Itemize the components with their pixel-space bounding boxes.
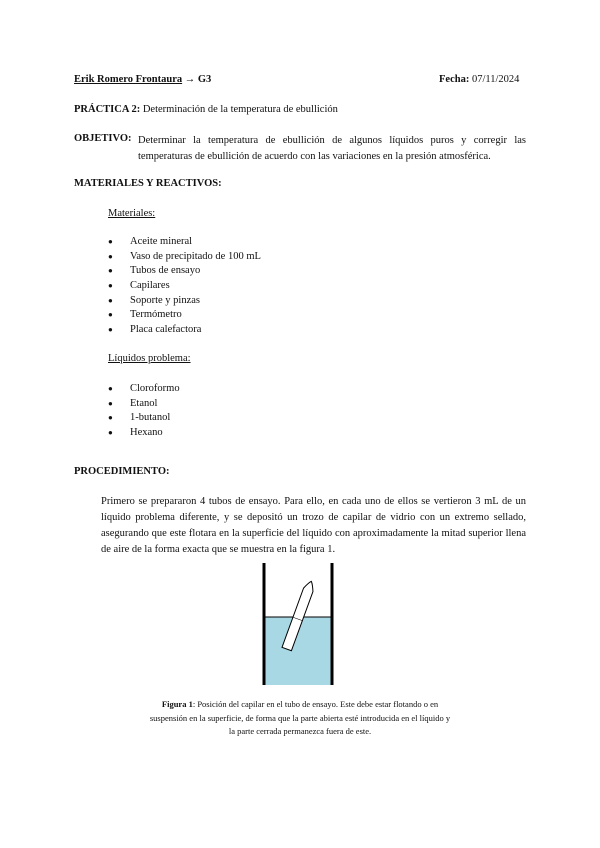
author-name: Erik Romero Frontaura <box>74 74 183 85</box>
list-item <box>108 426 180 441</box>
practice-label: PRÁCTICA 2: <box>74 104 141 115</box>
materials-subheading: Materiales: <box>108 208 156 219</box>
list-item-text: Tubos de ensayo <box>130 265 201 277</box>
list-item-text: Termómetro <box>130 309 182 321</box>
bullet-icon: ● <box>108 384 113 393</box>
objective-label: OBJETIVO: <box>74 133 132 144</box>
procedure-heading: PROCEDIMIENTO: <box>74 466 170 477</box>
bullet-icon: ● <box>108 413 113 423</box>
materials-heading: MATERIALES Y REACTIVOS: <box>74 178 222 189</box>
test-tube-figure <box>262 563 334 685</box>
list-item-text: Etanol <box>130 397 158 409</box>
bullet-icon: ● <box>108 325 113 335</box>
list-item-text: Capilares <box>130 280 170 292</box>
objective-text: Determinar la temperatura de ebullición de algunos líquidos puros y corregir las temperaturas de ebullición de acuerdo con las variaciones en la presión atmosférica. <box>138 135 526 162</box>
objective-block <box>74 133 526 165</box>
list-item-text: Hexano <box>130 427 163 439</box>
list-item-text: Placa calefactora <box>130 324 202 336</box>
liquids-list <box>108 382 180 441</box>
document-header-author <box>74 74 211 85</box>
list-item <box>108 397 180 412</box>
list-item <box>108 323 261 338</box>
figure-caption-text: : Posición del capilar en el tubo de ensayo. Este debe estar flotando o en suspensión en la superficie, de forma que la parte abierta esté introducida en el líquido y la parte cerrada permanezca fuera de este. <box>149 699 451 736</box>
list-item <box>108 264 261 279</box>
date-value: 07/11/2024 <box>471 74 520 85</box>
figure-caption-label: Figura 1 <box>161 699 193 709</box>
list-item-text: Soporte y pinzas <box>130 294 200 306</box>
list-item <box>108 279 261 294</box>
group-label: → G3 <box>184 74 212 85</box>
list-item-text: Aceite mineral <box>130 236 193 247</box>
list-item-text: 1-butanol <box>130 412 171 424</box>
list-item <box>108 411 180 426</box>
list-item-text: Vaso de precipitado de 100 mL <box>130 250 261 262</box>
bullet-icon: ● <box>108 428 113 438</box>
bullet-icon: ● <box>108 310 113 320</box>
procedure-text: Primero se prepararon 4 tubos de ensayo. Para ello, en cada uno de ellos se vertieron 3 mL de un líquido problema diferente, y se depositó un trozo de capilar de vidrio con un extremo sellado, asegurando que este flotara en la superficie del líquido con aproximadamente la mitad superior llena de aire de la forma exacta que se muestra en la figura 1. <box>101 496 526 555</box>
list-item <box>108 235 261 250</box>
bullet-icon: ● <box>108 251 113 261</box>
bullet-icon: ● <box>108 266 113 276</box>
list-item-text: Cloroformo <box>130 383 180 394</box>
bullet-icon: ● <box>108 295 113 305</box>
list-item <box>108 308 261 323</box>
date-label: Fecha: <box>439 74 470 85</box>
practice-title <box>74 104 338 115</box>
materials-list <box>108 235 261 338</box>
list-item <box>108 294 261 309</box>
figure-caption <box>148 698 452 739</box>
list-item <box>108 250 261 265</box>
list-item <box>108 382 180 397</box>
practice-name: Determinación de la temperatura de ebullición <box>142 104 338 115</box>
liquids-subheading: Líquidos problema: <box>108 353 191 364</box>
document-header-date <box>439 74 519 85</box>
bullet-icon: ● <box>108 237 113 246</box>
bullet-icon: ● <box>108 398 113 408</box>
bullet-icon: ● <box>108 281 113 291</box>
